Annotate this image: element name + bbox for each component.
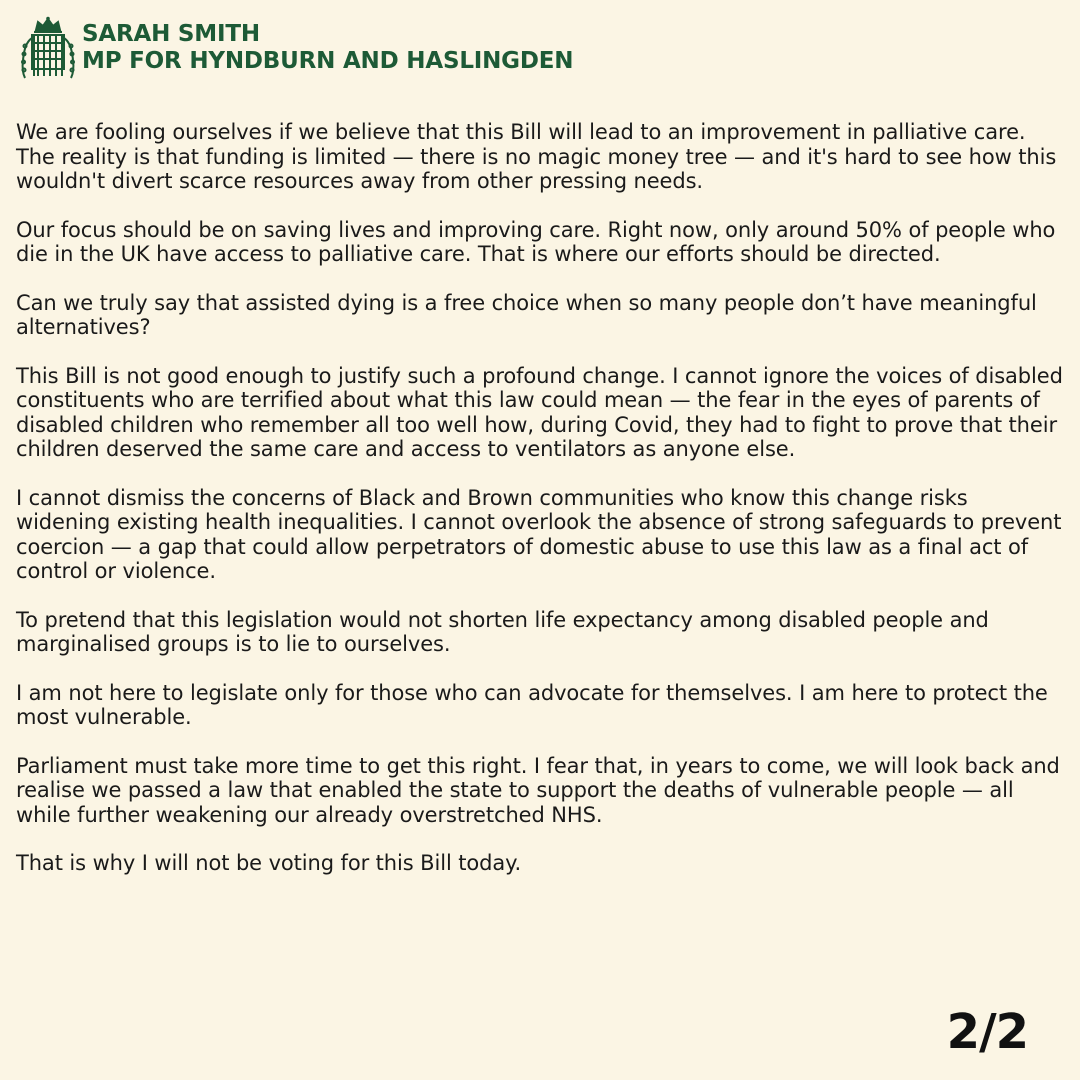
statement-paragraph: That is why I will not be voting for this Bill today. (16, 851, 522, 875)
portcullis-icon (20, 16, 76, 80)
statement-paragraph: I am not here to legislate only for those who can advocate for themselves. I am here to protect the most vulnerable. (16, 680, 1048, 729)
header-text (82, 21, 573, 75)
statement-paragraph: I cannot dismiss the concerns of Black and Brown communities who know this change risks widening existing health inequalities. I cannot overlook the absence of strong safeguards to prevent coercion — a gap that could allow perpetrators of domestic abuse to use this law as a final act of control or violence. (16, 485, 1062, 583)
statement-paragraph: Can we truly say that assisted dying is a free choice when so many people don’t have meaningful alternatives? (16, 290, 1037, 339)
statement-paragraph: Our focus should be on saving lives and improving care. Right now, only around 50% of people who die in the UK have access to palliative care. That is where our efforts should be directed. (16, 217, 1056, 266)
page-number: 2/2 (946, 1004, 1028, 1060)
statement-paragraph: Parliament must take more time to get this right. I fear that, in years to come, we will look back and realise we passed a law that enabled the state to support the deaths of vulnerable people — all while further weakening our already overstretched NHS. (16, 753, 1060, 827)
mp-name: SARAH SMITH (82, 21, 260, 47)
statement-paragraph: To pretend that this legislation would not shorten life expectancy among disabled people and marginalised groups is to lie to ourselves. (16, 607, 989, 656)
statement-paragraph: We are fooling ourselves if we believe that this Bill will lead to an improvement in palliative care. The reality is that funding is limited — there is no magic money tree — and it's hard to see how this wouldn't divert scarce resources away from other pressing needs. (16, 120, 1057, 193)
statement-body (16, 120, 1066, 900)
mp-title: MP FOR HYNDBURN AND HASLINGDEN (82, 48, 574, 74)
header (20, 16, 573, 80)
statement-paragraph: This Bill is not good enough to justify such a profound change. I cannot ignore the voices of disabled constituents who are terrified about what this law could mean — the fear in the eyes of parents of disabled children who remember all too well how, during Covid, they had to fight to prove that their children deserved the same care and access to ventilators as anyone else. (16, 363, 1063, 461)
